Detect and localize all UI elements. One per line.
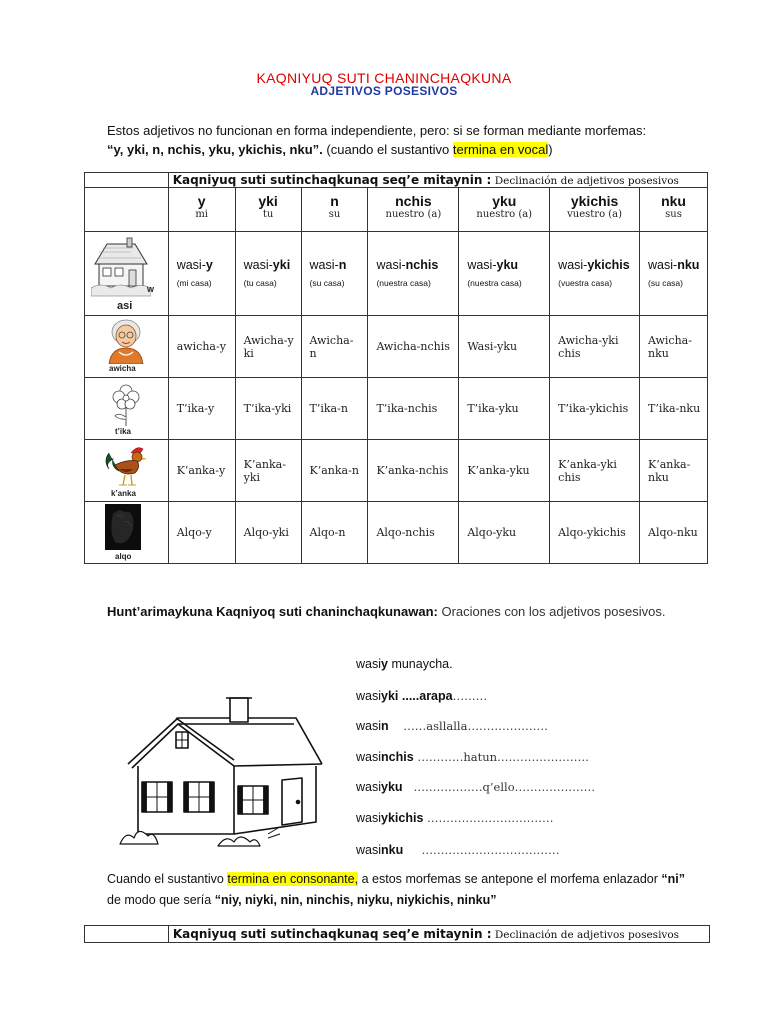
para-highlight: termina en consonante,: [227, 872, 359, 886]
table-row-tika: [85, 378, 708, 440]
sentences-heading: [107, 602, 667, 622]
table-cell: Alqo-yku: [459, 502, 550, 564]
table-cell: T’ika-y: [168, 378, 235, 440]
table-cell: Alqo-y: [168, 502, 235, 564]
example-suffix: nku: [381, 843, 404, 857]
cell-suffix: yku: [496, 258, 519, 272]
para-ni: “ni”: [661, 872, 686, 886]
example-sentence: [356, 689, 487, 703]
cell-gloss: (nuestra casa): [376, 278, 431, 288]
table-cell: K’anka-yku: [459, 440, 550, 502]
rooster-illustration: [101, 443, 151, 487]
row-image-cell: [85, 502, 169, 564]
example-base: wasi: [356, 719, 382, 733]
cell-gloss: (su casa): [309, 278, 345, 288]
table-cell: T’ika-nku: [640, 378, 708, 440]
column-header: [168, 188, 235, 232]
column-translation: tu: [262, 209, 274, 220]
cell-gloss: (mi casa): [176, 278, 212, 288]
table-corner-cell: [85, 173, 169, 188]
column-translation: vuestro (a): [567, 209, 623, 220]
para-text: a estos morfemas se antepone el morfema enlazador: [358, 872, 662, 886]
example-sentence: [356, 811, 554, 825]
cell-gloss: (vuestra casa): [558, 278, 613, 288]
table-cell: T’ika-n: [301, 378, 368, 440]
row-image-label: alqo: [115, 552, 132, 561]
example-suffix: yki: [381, 689, 399, 703]
table-cell: [368, 232, 459, 316]
table-title-quechua: Kaqniyuq suti sutinchaqkunaq seq’e mitaynin :: [172, 927, 492, 941]
table-cell: awicha-y: [168, 316, 235, 378]
para-text: Cuando el sustantivo: [107, 872, 228, 886]
dog-illustration: [105, 504, 141, 550]
intro-line1: Estos adjetivos no funcionan en forma independiente, pero: si se forman mediante morfemas:: [107, 123, 647, 138]
table-title-spanish: Declinación de adjetivos posesivos: [491, 175, 679, 187]
flower-illustration: [109, 384, 143, 426]
table-cell: K’anka-nchis: [368, 440, 459, 502]
intro-paren-open: (cuando el sustantivo: [322, 142, 453, 157]
example-blank: …………hatun……………………: [413, 750, 590, 764]
table-title-spanish: Declinación de adjetivos posesivos: [491, 929, 680, 941]
example-base: wasi: [356, 750, 382, 764]
row-image-cell: [85, 378, 169, 440]
cell-base: wasi-: [558, 258, 588, 272]
page-title: KAQNIYUQ SUTI CHANINCHAQKUNA: [256, 70, 512, 86]
example-suffix: n: [381, 719, 389, 733]
cell-base: wasi-: [243, 258, 273, 272]
para-text: de modo que sería: [107, 893, 215, 907]
cell-suffix: ykichis: [587, 258, 630, 272]
cell-gloss: (su casa): [648, 278, 683, 288]
column-morpheme: y: [197, 193, 206, 209]
example-blank: ……………………………: [423, 811, 554, 825]
example-base: wasi: [356, 657, 382, 671]
table-cell: Awicha-yki: [235, 316, 301, 378]
example-base: wasi: [356, 843, 382, 857]
table-cell: K’anka-yki: [235, 440, 301, 502]
table-cell: T’ika-yki: [235, 378, 301, 440]
intro-morphemes: “y, yki, n, nchis, yku, ykichis, nku”.: [107, 142, 323, 157]
example-sentence: [356, 843, 560, 857]
table-cell: T’ika-nchis: [368, 378, 459, 440]
column-morpheme: nku: [661, 193, 686, 209]
cell-gloss: (nuestra casa): [467, 278, 522, 288]
declension-table: [84, 172, 708, 564]
table-row-kanka: [85, 440, 708, 502]
table-cell: K’anka-ykichis: [550, 440, 640, 502]
table-cell: [640, 232, 708, 316]
example-suffix: yku: [381, 780, 403, 794]
row-image-cell: [85, 316, 169, 378]
example-blank: ………: [452, 689, 488, 703]
table-cell: Alqo-yki: [235, 502, 301, 564]
example-sentence: [356, 719, 548, 733]
example-text: .....arapa: [398, 689, 453, 703]
intro-paragraph: [107, 121, 707, 159]
column-translation: sus: [665, 209, 682, 220]
table-title: [168, 173, 707, 188]
table-row-awicha: [85, 316, 708, 378]
row-image-label: k’anka: [111, 489, 136, 498]
column-translation: mi: [195, 209, 208, 220]
cell-base: wasi-: [467, 258, 497, 272]
table-cell: Alqo-nku: [640, 502, 708, 564]
example-suffix: y: [381, 657, 388, 671]
column-header: [301, 188, 368, 232]
table-row-wasi: [85, 232, 708, 316]
table-corner-cell: [85, 926, 169, 943]
table-row-alqo: [85, 502, 708, 564]
column-morpheme: nchis: [395, 193, 432, 209]
column-translation: nuestro (a): [476, 209, 533, 220]
example-blank: ………………………………: [403, 843, 560, 857]
grandmother-illustration: [103, 318, 149, 364]
column-morpheme: ykichis: [570, 193, 619, 209]
row-image-label-w: w: [147, 284, 155, 294]
cell-suffix: y: [205, 258, 213, 272]
intro-paren-close: ): [548, 142, 553, 157]
table-cell: K’anka-y: [168, 440, 235, 502]
table-cell: [168, 232, 235, 316]
column-morpheme: yku: [492, 193, 517, 209]
row-image-cell: [85, 440, 169, 502]
row-image-cell: [85, 232, 169, 316]
column-morpheme: yki: [258, 193, 278, 209]
row-image-label: awicha: [109, 364, 136, 373]
intro-highlight: termina en vocal: [452, 142, 549, 157]
house-illustration: [91, 236, 151, 298]
table-title-quechua: Kaqniyuq suti sutinchaqkunaq seq’e mitaynin :: [172, 173, 492, 187]
cell-suffix: n: [338, 258, 347, 272]
cell-base: wasi-: [309, 258, 339, 272]
table-cell: [459, 232, 550, 316]
column-header: [640, 188, 708, 232]
table-cell: Alqo-nchis: [368, 502, 459, 564]
sentences-heading-quechua: Hunt’arimaykuna Kaqniyoq suti chaninchaqkunawan:: [107, 604, 438, 619]
para-forms: “niy, niyki, nin, ninchis, niyku, niykichis, ninku”: [214, 893, 497, 907]
table-cell: [301, 232, 368, 316]
header-empty-cell: [85, 188, 169, 232]
example-sentence: [356, 750, 589, 764]
column-header: [459, 188, 550, 232]
example-suffix: ykichis: [381, 811, 424, 825]
consonant-rule-paragraph: [107, 869, 685, 911]
row-image-label: asi: [117, 300, 133, 312]
table-cell: Awicha-n: [301, 316, 368, 378]
example-blank: ………………q’ello…………………: [402, 780, 596, 794]
table-cell: Awicha-nchis: [368, 316, 459, 378]
example-sentence: [356, 780, 595, 794]
example-base: wasi: [356, 811, 382, 825]
example-text: munaycha.: [387, 657, 453, 671]
table-cell: Alqo-ykichis: [550, 502, 640, 564]
table-cell: T’ika-yku: [459, 378, 550, 440]
column-header: [368, 188, 459, 232]
page-subtitle: ADJETIVOS POSESIVOS: [310, 84, 458, 98]
example-base: wasi: [356, 780, 382, 794]
house-drawing: [118, 694, 328, 850]
column-translation: nuestro (a): [385, 209, 442, 220]
column-header: [550, 188, 640, 232]
table-cell: [235, 232, 301, 316]
cell-suffix: nchis: [405, 258, 439, 272]
table-cell: Alqo-n: [301, 502, 368, 564]
cell-suffix: yki: [272, 258, 291, 272]
column-translation: su: [328, 209, 341, 220]
cell-gloss: (tu casa): [243, 278, 277, 288]
cell-base: wasi-: [176, 258, 206, 272]
cell-base: wasi-: [376, 258, 406, 272]
table-cell: K’anka-nku: [640, 440, 708, 502]
row-image-label: t’ika: [115, 427, 132, 436]
table-cell: T’ika-ykichis: [550, 378, 640, 440]
table-cell: [550, 232, 640, 316]
cell-base: wasi-: [648, 258, 678, 272]
column-morpheme: n: [330, 193, 339, 209]
table-title: [168, 926, 709, 943]
example-base: wasi: [356, 689, 382, 703]
example-blank: ……asllalla…………………: [388, 719, 548, 733]
example-sentence: [356, 657, 453, 671]
table-cell: Awicha-nku: [640, 316, 708, 378]
example-suffix: nchis: [381, 750, 414, 764]
declension-table-2: [84, 925, 710, 943]
table-cell: Awicha-ykichis: [550, 316, 640, 378]
table-cell: Wasi-yku: [459, 316, 550, 378]
column-header: [235, 188, 301, 232]
sentences-heading-spanish: Oraciones con los adjetivos posesivos.: [437, 604, 666, 619]
cell-suffix: nku: [677, 258, 700, 272]
table-cell: K’anka-n: [301, 440, 368, 502]
